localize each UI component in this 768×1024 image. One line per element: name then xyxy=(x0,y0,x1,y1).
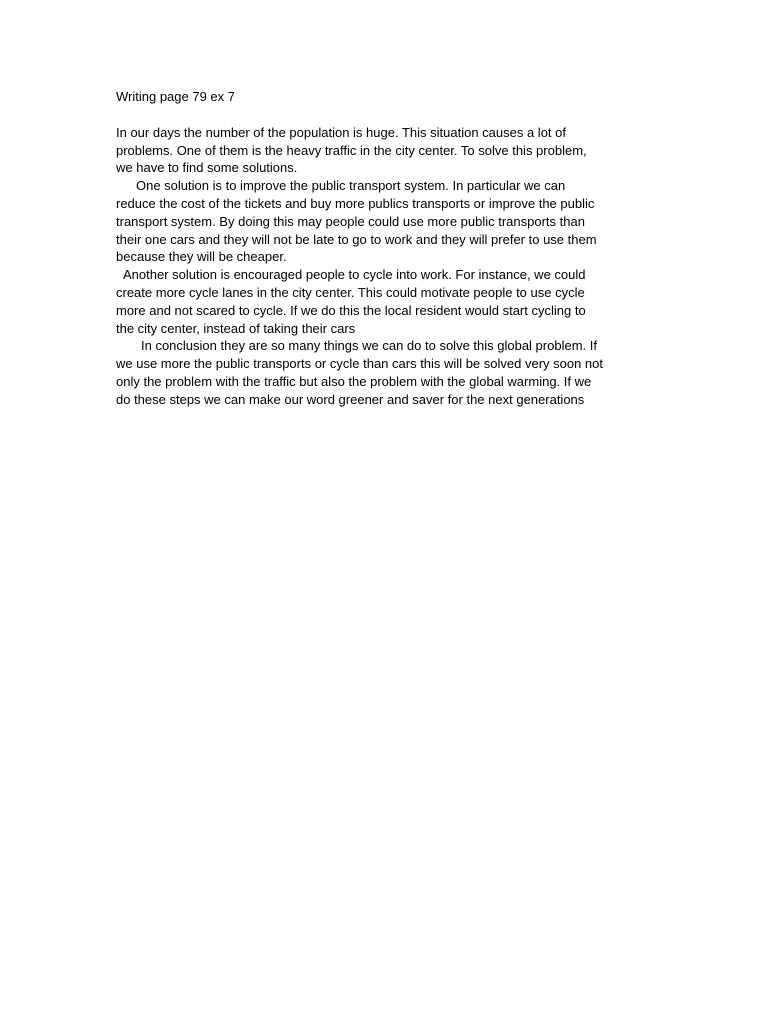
essay-line: because they will be cheaper. xyxy=(116,249,287,265)
essay-line: their one cars and they will not be late to go to work and they will prefer to use them xyxy=(116,231,597,247)
essay-text xyxy=(116,124,656,409)
essay-line: In our days the number of the population is huge. This situation causes a lot of xyxy=(116,124,566,140)
essay-line: we have to find some solutions. xyxy=(116,160,298,176)
essay-line: In conclusion they are so many things we can do to solve this global problem. If xyxy=(141,338,597,354)
essay-line: transport system. By doing this may people could use more public transports than xyxy=(116,213,585,229)
essay-line: the city center, instead of taking their cars xyxy=(116,320,356,336)
document-heading: Writing page 79 ex 7 xyxy=(116,89,235,104)
essay-line: One solution is to improve the public transport system. In particular we can xyxy=(136,178,566,194)
essay-line: do these steps we can make our word greener and saver for the next generations xyxy=(116,391,585,407)
essay-line: more and not scared to cycle. If we do this the local resident would start cycling to xyxy=(116,302,586,318)
essay-line: problems. One of them is the heavy traffic in the city center. To solve this problem, xyxy=(116,142,587,158)
document-body xyxy=(116,88,656,409)
essay-line: we use more the public transports or cycle than cars this will be solved very soon not xyxy=(116,356,604,372)
essay-line: create more cycle lanes in the city center. This could motivate people to use cycle xyxy=(116,284,585,300)
essay-line: reduce the cost of the tickets and buy more publics transports or improve the public xyxy=(116,195,595,211)
essay-line: Another solution is encouraged people to cycle into work. For instance, we could xyxy=(123,267,586,283)
essay-line: only the problem with the traffic but also the problem with the global warming. If we xyxy=(116,373,592,389)
